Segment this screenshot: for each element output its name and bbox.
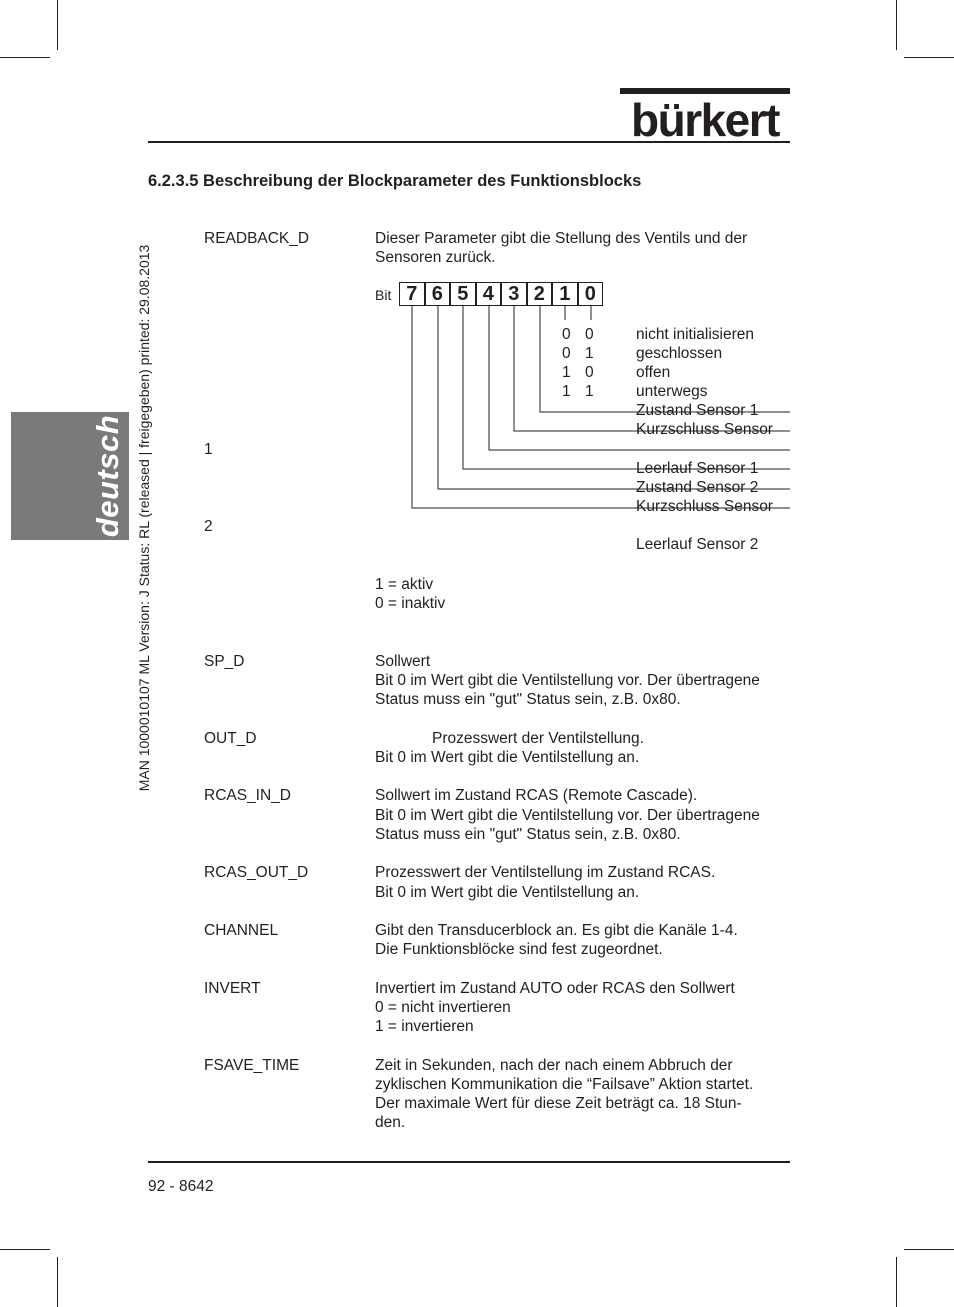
param-desc-line: Prozesswert der Ventilstellung. (432, 730, 644, 747)
param-desc-line: Sollwert im Zustand RCAS (Remote Cascade). (375, 787, 698, 804)
section-heading: 6.2.3.5 Beschreibung der Blockparameter des Funktionsblocks (148, 172, 642, 190)
param-desc-line: Bit 0 im Wert gibt die Ventilstellung vor. Der übertragene (375, 672, 760, 689)
param-desc-line: Dieser Parameter gibt die Stellung des Ventils und der (375, 230, 748, 247)
bit-box: 7 (399, 282, 425, 306)
bit-box: 6 (425, 282, 451, 306)
legend-active: 1 = aktiv (375, 576, 434, 593)
logo-text: bürkert (631, 94, 779, 140)
param-desc-line: 1 = invertieren (375, 1018, 474, 1035)
param-desc-line: Zeit in Sekunden, nach der nach einem Abbruch der (375, 1057, 733, 1074)
state-label: nicht initialisieren (636, 326, 755, 343)
param-desc-line: den. (375, 1114, 406, 1131)
param-desc-line: 0 = nicht invertieren (375, 999, 511, 1016)
state-bit0: 0 (585, 326, 594, 343)
legend-inactive: 0 = inaktiv (375, 595, 446, 612)
state-bit1: 0 (562, 326, 571, 343)
param-desc-line: Status muss ein "gut" Status sein, z.B. 0x80. (375, 826, 681, 843)
sensor-label: Kurzschluss Sensor (636, 498, 773, 515)
bit-box: 4 (476, 282, 502, 306)
param-desc-line: Bit 0 im Wert gibt die Ventilstellung an. (375, 749, 640, 766)
state-bit1: 0 (562, 345, 571, 362)
sensor-number: 2 (204, 518, 213, 535)
bit-box: 0 (578, 282, 604, 306)
state-bit0: 1 (585, 383, 594, 400)
sensor-label: Kurzschluss Sensor (636, 421, 773, 438)
param-name-rcas-out-d: RCAS_OUT_D (204, 864, 309, 881)
param-name-channel: CHANNEL (204, 922, 279, 939)
param-desc-line: Status muss ein "gut" Status sein, z.B. 0x80. (375, 691, 681, 708)
sensor-label: Leerlauf Sensor 2 (636, 536, 759, 553)
page-number: 92 - 8642 (148, 1178, 214, 1195)
param-desc-line: Bit 0 im Wert gibt die Ventilstellung an. (375, 884, 640, 901)
document-meta: MAN 1000010107 ML Version: J Status: RL (released | freigegeben) printed: 29.08.2013 (136, 244, 152, 792)
language-tab-label: deutsch (90, 414, 125, 538)
param-desc-line: Die Funktionsblöcke sind fest zugeordnet. (375, 941, 663, 958)
state-label: geschlossen (636, 345, 723, 362)
param-name-out-d: OUT_D (204, 730, 257, 747)
bit-box: 2 (527, 282, 553, 306)
footer-rule (148, 1161, 790, 1163)
bit-label: Bit (375, 287, 392, 303)
param-desc-line: Bit 0 im Wert gibt die Ventilstellung vor. Der übertragene (375, 807, 760, 824)
state-bit1: 1 (562, 364, 571, 381)
state-label: offen (636, 364, 671, 381)
param-desc-line: Prozesswert der Ventilstellung im Zustand RCAS. (375, 864, 716, 881)
state-bit1: 1 (562, 383, 571, 400)
param-name-sp-d: SP_D (204, 653, 245, 670)
sensor-label: Zustand Sensor 2 (636, 479, 759, 496)
param-desc-line: Sensoren zurück. (375, 249, 496, 266)
bit-box: 5 (450, 282, 476, 306)
bit-box: 1 (552, 282, 578, 306)
param-desc-line: Sollwert (375, 653, 431, 670)
param-name-readback: READBACK_D (204, 230, 310, 247)
param-desc-line: Der maximale Wert für diese Zeit beträgt ca. 18 Stun- (375, 1095, 742, 1112)
sensor-label: Zustand Sensor 1 (636, 402, 759, 419)
param-name-rcas-in-d: RCAS_IN_D (204, 787, 291, 804)
sensor-label: Leerlauf Sensor 1 (636, 460, 759, 477)
bit-box: 3 (501, 282, 527, 306)
sensor-number: 1 (204, 441, 213, 458)
param-desc-line: Gibt den Transducerblock an. Es gibt die Kanäle 1-4. (375, 922, 738, 939)
state-bit0: 0 (585, 364, 594, 381)
param-name-fsave-time: FSAVE_TIME (204, 1057, 300, 1074)
param-desc-line: Invertiert im Zustand AUTO oder RCAS den Sollwert (375, 980, 735, 997)
state-label: unterwegs (636, 383, 708, 400)
state-bit0: 1 (585, 345, 594, 362)
param-desc-line: zyklischen Kommunikation die “Failsave” Aktion startet. (375, 1076, 754, 1093)
param-name-invert: INVERT (204, 980, 261, 997)
